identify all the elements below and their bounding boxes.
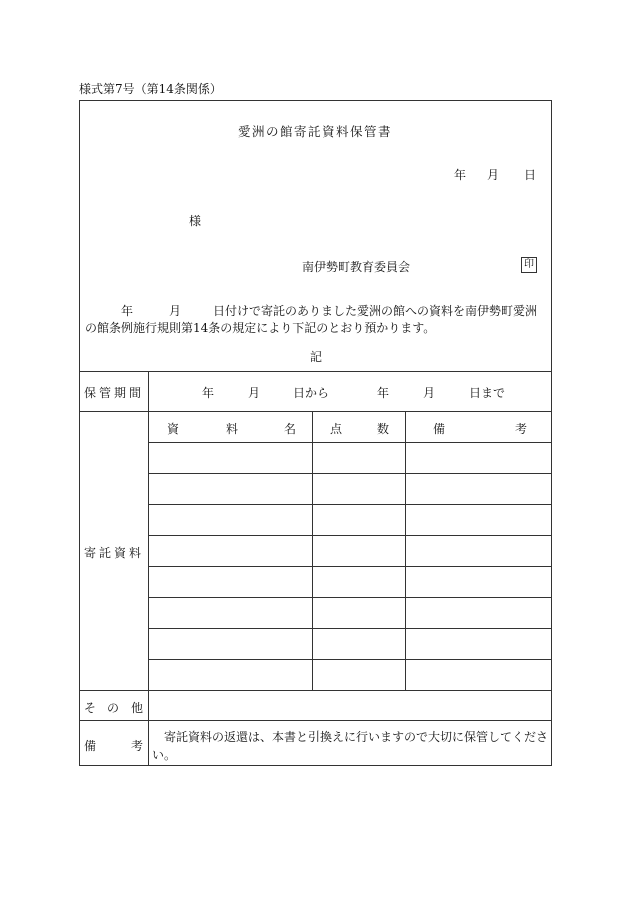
divider <box>148 442 552 443</box>
divider <box>79 690 552 691</box>
divider <box>148 597 552 598</box>
remarks-label-char-1: 備 <box>84 739 97 753</box>
body-year[interactable]: 年 <box>121 304 134 318</box>
issuer-name: 南伊勢町教育委員会 <box>302 260 411 274</box>
date-month-field[interactable]: 月 <box>487 168 500 182</box>
header-name-char-1: 資 <box>167 422 180 436</box>
divider <box>79 371 552 372</box>
storage-period-label: 保管期間 <box>84 386 145 400</box>
divider <box>148 371 149 766</box>
period-from-month[interactable]: 月 <box>248 386 261 400</box>
body-text: 日付けで寄託のありました愛洲の館への資料を南伊勢町愛洲の館条例施行規則第14条の規定により下記のとおり預かります。 <box>85 304 538 335</box>
divider <box>148 628 552 629</box>
period-from-year[interactable]: 年 <box>202 386 215 400</box>
divider <box>148 535 552 536</box>
period-to-day[interactable]: 日まで <box>469 386 506 400</box>
deposit-certificate-form <box>79 100 552 766</box>
ki-heading: 記 <box>310 350 323 364</box>
header-name-char-2: 料 <box>226 422 239 436</box>
other-label-char-1: そ <box>84 701 97 715</box>
divider <box>405 411 406 690</box>
period-to-year[interactable]: 年 <box>377 386 390 400</box>
form-number-label: 様式第7号（第14条関係） <box>79 82 222 96</box>
remarks-text-line-2: い。 <box>152 748 177 762</box>
divider <box>312 411 313 690</box>
divider <box>79 720 552 721</box>
date-year-field[interactable]: 年 <box>454 168 467 182</box>
date-day-field[interactable]: 日 <box>524 168 537 182</box>
other-label-char-3: 他 <box>131 701 144 715</box>
seal-stamp-box: 印 <box>521 257 537 273</box>
body-paragraph <box>85 303 548 337</box>
divider <box>148 566 552 567</box>
header-count-char-2: 数 <box>377 422 390 436</box>
addressee-suffix: 様 <box>189 214 202 228</box>
divider <box>148 659 552 660</box>
deposited-materials-label: 寄託資料 <box>84 546 145 560</box>
header-remarks-char-1: 備 <box>433 422 446 436</box>
period-to-month[interactable]: 月 <box>423 386 436 400</box>
document-title: 愛洲の館寄託資料保管書 <box>238 124 393 139</box>
other-label-char-2: の <box>107 701 120 715</box>
header-count-char-1: 点 <box>330 422 343 436</box>
divider <box>148 504 552 505</box>
header-name-char-3: 名 <box>284 422 297 436</box>
remarks-text-line-1: 寄託資料の返還は、本書と引換えに行いますので大切に保管してくださ <box>164 730 549 744</box>
divider <box>79 411 552 412</box>
header-remarks-char-2: 考 <box>515 422 528 436</box>
period-from-day[interactable]: 日から <box>293 386 330 400</box>
divider <box>148 473 552 474</box>
body-month[interactable]: 月 <box>169 304 182 318</box>
remarks-label-char-2: 考 <box>131 739 144 753</box>
